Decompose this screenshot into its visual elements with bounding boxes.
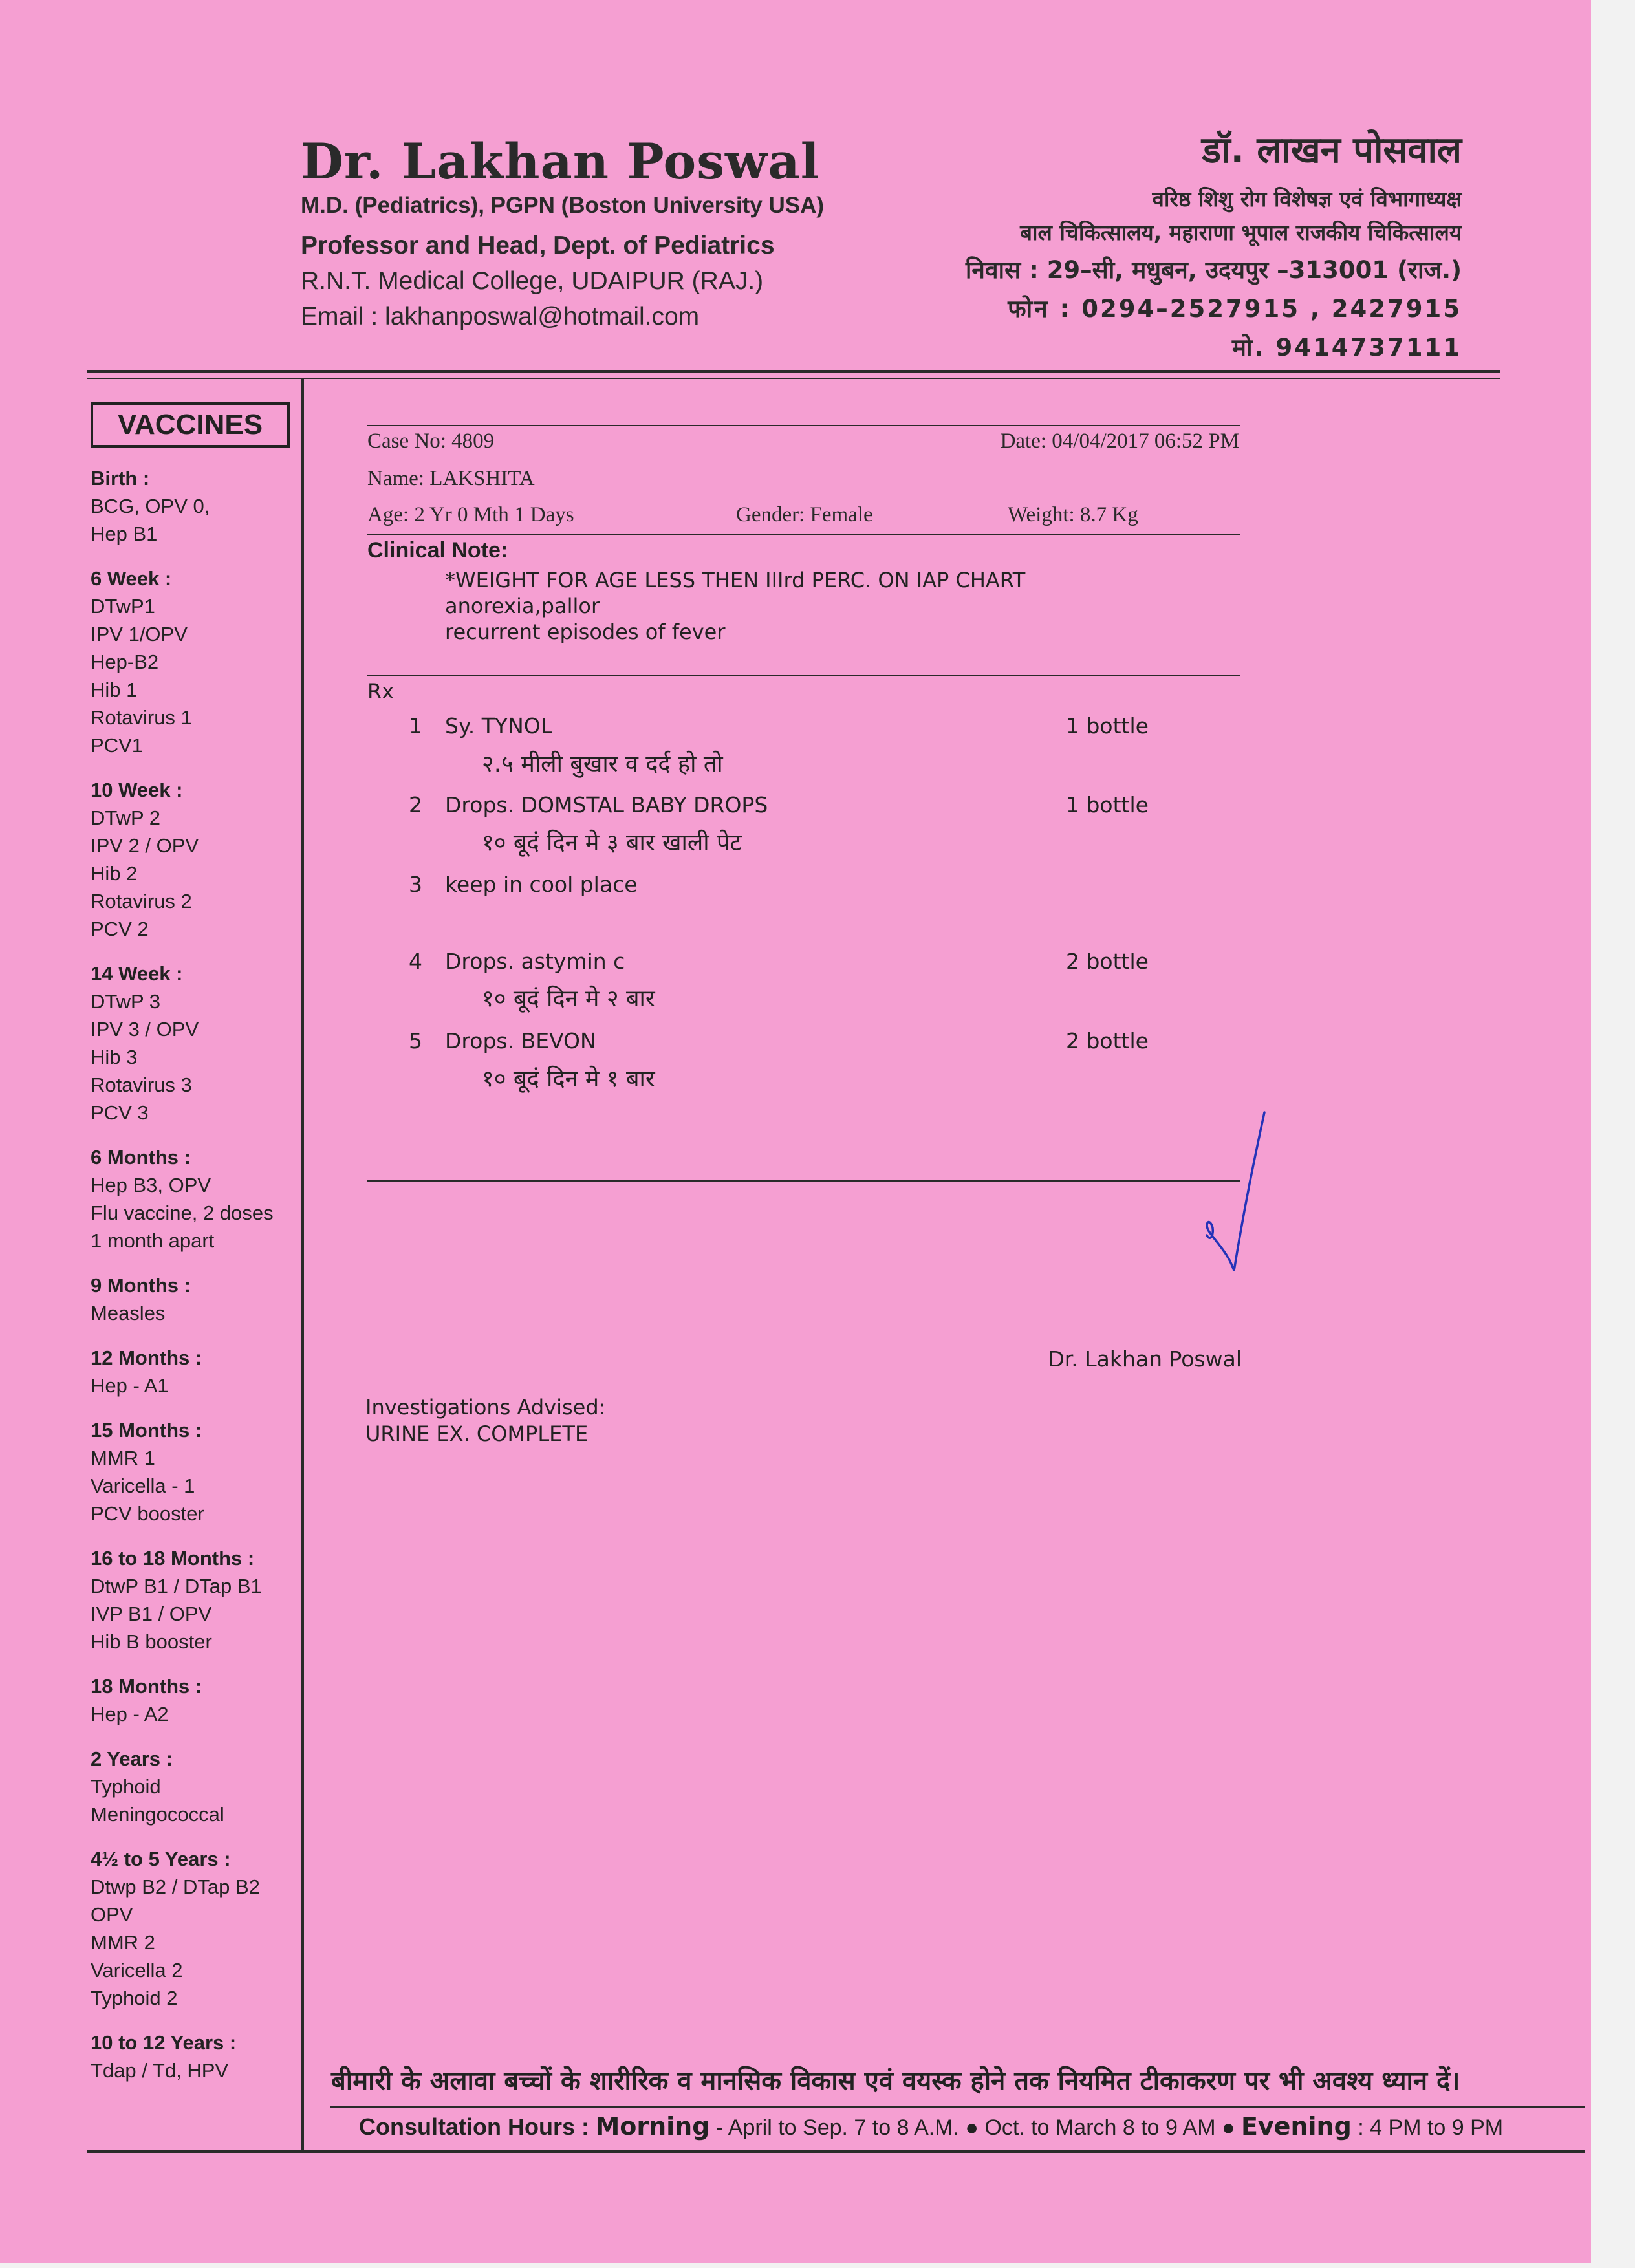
patient-top-rule	[367, 425, 1240, 426]
doctor-email: Email : lakhanposwal@hotmail.com	[301, 303, 700, 330]
vaccine-group	[91, 1544, 310, 1656]
vaccine-item: PCV 2	[91, 918, 149, 940]
vaccine-item: Hep - A1	[91, 1374, 169, 1397]
rx-item-instruction: १० बूदं दिन मे ३ बार खाली पेट	[482, 830, 742, 856]
morning-label: Morning	[595, 2112, 710, 2141]
signature-rule	[367, 1180, 1240, 1182]
evening-label: Evening	[1240, 2112, 1352, 2141]
vaccine-item: Typhoid	[91, 1775, 161, 1798]
rx-item-instruction: २.५ मीली बुखार व दर्द हो तो	[482, 751, 723, 777]
consultation-hours	[359, 2112, 1503, 2141]
clinical-bottom-rule	[367, 675, 1240, 676]
vaccine-group-heading: 10 Week :	[91, 779, 183, 801]
vaccine-group	[91, 1745, 310, 1828]
rx-label: Rx	[367, 679, 395, 704]
vaccine-item: DtwP B1 / DTap B1	[91, 1575, 262, 1597]
vaccine-group	[91, 1845, 310, 2012]
vaccine-item: DTwP 2	[91, 806, 160, 829]
vaccine-group	[91, 1416, 310, 1528]
vaccine-item: OPV	[91, 1903, 133, 1926]
vaccine-item: Varicella - 1	[91, 1474, 195, 1497]
signature-mark	[1177, 1106, 1281, 1280]
vaccine-group	[91, 2029, 310, 2084]
rx-item-number: 4	[409, 949, 422, 974]
vaccine-group	[91, 1672, 310, 1728]
vaccine-item: MMR 1	[91, 1447, 155, 1469]
vaccine-item: Hep B1	[91, 523, 158, 545]
vaccine-item: 1 month apart	[91, 1229, 215, 1252]
vaccine-group-heading: 6 Months :	[91, 1146, 191, 1169]
vaccine-item: Hep-B2	[91, 651, 159, 673]
doctor-name-en: Dr. Lakhan Poswal	[301, 133, 820, 190]
rx-item-number: 5	[409, 1028, 422, 1053]
patient-name: Name: LAKSHITA	[367, 467, 535, 490]
vaccine-group-heading: 15 Months :	[91, 1419, 202, 1442]
header-divider	[87, 370, 1500, 373]
vaccine-group-heading: 9 Months :	[91, 1274, 191, 1297]
vaccine-group	[91, 776, 310, 943]
college-name: R.N.T. Medical College, UDAIPUR (RAJ.)	[301, 267, 764, 295]
vaccine-group	[91, 565, 310, 759]
vaccine-item: Measles	[91, 1302, 166, 1324]
vaccine-item: Hep - A2	[91, 1703, 169, 1725]
vaccine-item: PCV1	[91, 734, 143, 757]
consultation-hours-label: Consultation Hours :	[359, 2113, 589, 2140]
rx-item-quantity: 2 bottle	[1066, 1028, 1149, 1053]
investigations-label: Investigations Advised:	[365, 1395, 606, 1420]
rx-item-instruction: १० बूदं दिन मे १ बार	[482, 1066, 655, 1092]
vaccine-item: DTwP1	[91, 595, 155, 618]
vaccine-item: Meningococcal	[91, 1803, 224, 1826]
vaccine-item: IVP B1 / OPV	[91, 1603, 212, 1625]
vaccine-item: PCV booster	[91, 1502, 204, 1525]
vaccine-item: Rotavirus 2	[91, 890, 192, 913]
clinical-note-label: Clinical Note:	[367, 538, 508, 563]
vaccine-group	[91, 464, 310, 548]
vaccine-item: BCG, OPV 0,	[91, 495, 210, 517]
clinical-note-line: *WEIGHT FOR AGE LESS THEN IIIrd PERC. ON IAP CHART	[445, 568, 1026, 592]
vaccine-group-heading: 18 Months :	[91, 1675, 202, 1698]
vaccine-item: Dtwp B2 / DTap B2	[91, 1875, 260, 1898]
vaccine-group	[91, 1271, 310, 1327]
vaccine-item: Hib 3	[91, 1046, 138, 1068]
vaccine-group-heading: 12 Months :	[91, 1346, 202, 1369]
patient-age: Age: 2 Yr 0 Mth 1 Days	[367, 503, 574, 526]
phone-hi: फोन : 0294–2527915 , 2427915	[1008, 295, 1462, 323]
vaccine-item: Hep B3, OPV	[91, 1174, 211, 1196]
vaccine-item: Hib B booster	[91, 1630, 212, 1653]
case-number: Case No: 4809	[367, 429, 495, 453]
patient-bottom-rule	[367, 534, 1240, 535]
clinical-note-line: recurrent episodes of fever	[445, 620, 726, 644]
investigation-item: URINE EX. COMPLETE	[365, 1421, 589, 1446]
rx-item-name: Drops. DOMSTAL BABY DROPS	[445, 792, 768, 817]
signature-name: Dr. Lakhan Poswal	[1048, 1346, 1242, 1372]
rx-item-quantity: 1 bottle	[1066, 713, 1149, 739]
vaccine-item: Hib 2	[91, 862, 138, 885]
morning-hours: - April to Sep. 7 to 8 A.M. ● Oct. to March 8 to 9 AM ●	[709, 2115, 1241, 2140]
vaccine-group	[91, 1344, 310, 1399]
vaccine-group-heading: 16 to 18 Months :	[91, 1547, 255, 1570]
rx-item-quantity: 2 bottle	[1066, 949, 1149, 974]
vaccine-item: IPV 3 / OPV	[91, 1018, 199, 1041]
doctor-title-hi: वरिष्ठ शिशु रोग विशेषज्ञ एवं विभागाध्यक्ष	[1152, 186, 1462, 211]
vaccine-item: IPV 2 / OPV	[91, 834, 199, 857]
footer-bottom-rule	[87, 2150, 1585, 2153]
footer-hindi-note: बीमारी के अलावा बच्चों के शारीरिक व मानसिक विकास एवं वयस्क होने तक नियमित टीकाकरण पर भी अवश्य ध्यान दें।	[331, 2066, 1460, 2096]
rx-item-name: Drops. BEVON	[445, 1028, 596, 1053]
vaccine-item: Rotavirus 3	[91, 1074, 192, 1096]
hospital-hi: बाल चिकित्सालय, महाराणा भूपाल राजकीय चिकित्सालय	[1020, 220, 1462, 245]
vaccine-item: IPV 1/OPV	[91, 623, 188, 645]
vaccine-item: Flu vaccine, 2 doses	[91, 1202, 274, 1224]
vaccine-group	[91, 960, 310, 1127]
rx-item-name: keep in cool place	[445, 872, 638, 897]
header-divider-thin	[87, 378, 1500, 379]
rx-item-quantity: 1 bottle	[1066, 792, 1149, 817]
vaccine-item: Tdap / Td, HPV	[91, 2059, 229, 2082]
vaccine-group	[91, 1143, 310, 1255]
vaccine-group-heading: Birth :	[91, 467, 150, 490]
vaccine-group-heading: 6 Week :	[91, 567, 172, 590]
vaccine-item: DTwP 3	[91, 990, 160, 1013]
vaccine-group-heading: 10 to 12 Years :	[91, 2031, 237, 2054]
visit-date: Date: 04/04/2017 06:52 PM	[1000, 429, 1239, 453]
vaccine-item: MMR 2	[91, 1931, 155, 1954]
vaccine-item: Varicella 2	[91, 1959, 183, 1982]
rx-item-number: 1	[409, 713, 422, 739]
patient-gender: Gender: Female	[736, 503, 873, 526]
doctor-name-hi: डॉ. लाखन पोसवाल	[1202, 129, 1462, 171]
vaccine-group-heading: 14 Week :	[91, 962, 183, 985]
footer-top-rule	[330, 2106, 1585, 2108]
rx-item-name: Sy. TYNOL	[445, 713, 553, 739]
rx-item-instruction: १० बूदं दिन मे २ बार	[482, 986, 655, 1012]
vaccine-item: Hib 1	[91, 678, 138, 701]
vaccine-schedule	[91, 464, 310, 2101]
mobile-hi: मो. 9414737111	[1231, 334, 1462, 362]
clinical-note-line: anorexia,pallor	[445, 594, 600, 618]
vaccines-title: VACCINES	[91, 402, 290, 448]
rx-item-name: Drops. astymin c	[445, 949, 625, 974]
vaccine-item: Typhoid 2	[91, 1987, 178, 2009]
vaccine-item: PCV 3	[91, 1101, 149, 1124]
rx-item-number: 3	[409, 872, 422, 897]
doctor-position: Professor and Head, Dept. of Pediatrics	[301, 232, 775, 259]
vaccine-group-heading: 4½ to 5 Years :	[91, 1848, 231, 1870]
vaccine-group-heading: 2 Years :	[91, 1747, 173, 1770]
rx-item-number: 2	[409, 792, 422, 817]
doctor-qualification: M.D. (Pediatrics), PGPN (Boston University USA)	[301, 193, 825, 218]
address-hi: निवास : 29–सी, मधुबन, उदयपुर –313001 (राज.)	[965, 256, 1462, 284]
patient-weight: Weight: 8.7 Kg	[1008, 503, 1138, 526]
vaccine-item: Rotavirus 1	[91, 706, 192, 729]
evening-hours: : 4 PM to 9 PM	[1351, 2115, 1504, 2140]
